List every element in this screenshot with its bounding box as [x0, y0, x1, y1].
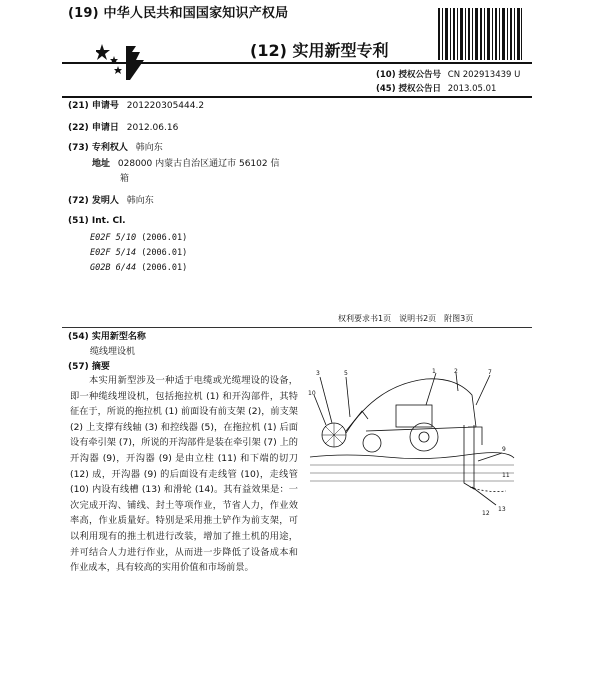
application-date-row	[68, 122, 178, 134]
barcode	[436, 6, 524, 62]
patentee-row	[68, 142, 163, 154]
side-document-code	[0, 612, 1, 680]
address-line-2: 箱	[120, 174, 130, 184]
drawing-label: 11	[502, 472, 510, 479]
ipc-label: (51) Int. Cl.	[68, 216, 126, 226]
drawing-label: 10	[308, 390, 316, 397]
inventor: 韩向东	[126, 196, 154, 206]
application-date-label: (22) 申请日	[68, 123, 119, 133]
grant-number-row	[376, 68, 520, 80]
patentee: 韩向东	[135, 143, 163, 153]
drawing-label: 2	[454, 368, 458, 375]
patentee-label: (73) 专利权人	[68, 143, 128, 153]
grant-number-label: (10) 授权公告号	[376, 70, 442, 80]
utility-model-title: 缆线埋设机	[90, 347, 136, 357]
ipc-entry: E02F 5/10 (2006.01)	[90, 233, 188, 243]
grant-date-row	[376, 82, 496, 94]
drawing-label: 13	[498, 506, 506, 513]
drawing-label: 5	[344, 370, 348, 377]
header-divider	[62, 62, 532, 64]
representative-drawing	[306, 365, 518, 525]
inventor-row	[68, 195, 154, 207]
grant-number: CN 202913439 U	[447, 70, 521, 80]
section-divider	[62, 327, 532, 328]
page-count-info: 权利要求书1页 说明书2页 附图3页	[338, 314, 474, 323]
application-number: 201220305444.2	[126, 101, 205, 111]
address-label: 地址	[92, 159, 111, 169]
address-line-1: 028000 内蒙古自治区通辽市 56102 信	[117, 159, 280, 169]
ipc-entry: G02B 6/44 (2006.01)	[90, 263, 188, 273]
abstract-text: 本实用新型涉及一种适于电缆或光缆埋设的设备，即一种缆线埋设机，包括拖拉机 (1) 和开沟部件，其特征在于，所说的拖拉机 (1) 前面设有前支架 (2)，前支架 (2) 上支撑有线轴 (3) 和控线器 (5)，在拖拉机 (1) 后面设有牵引架 (7)，所说的开沟部件是装在牵引架 (7) 上的开沟器 (9)，开沟器 (9) 是由立柱 (11) 和下端的切刀 (12) 成，开沟器 (9) 的后面设有走线管 (10)，走线管 (10) 内设有线槽 (13) 和滑轮 (14)。其有益效果是：一次完成开沟、铺线、封土等项作业，节省人力，作业效率高，作业质量好。特别是采用推土铲作为前支架，可以利用现有的推土机进行改装，增加了推土机的用途，并可结合人力进行作业，从而进一步降低了设备成本和作业成本，具有较高的实用价值和市场前景。	[70, 375, 298, 574]
address-row	[92, 158, 279, 170]
grant-date: 2013.05.01	[447, 84, 497, 94]
drawing-label: 12	[482, 510, 490, 517]
drawing-label: 1	[432, 368, 436, 375]
title-label: (54) 实用新型名称	[68, 332, 146, 342]
application-number-label: (21) 申请号	[68, 101, 119, 111]
drawing-label: 9	[502, 446, 506, 453]
application-date: 2012.06.16	[126, 123, 179, 133]
drawing-label: 3	[316, 370, 320, 377]
office-name: (19) 中华人民共和国国家知识产权局	[68, 6, 289, 21]
application-number-row	[68, 100, 204, 112]
inventor-label: (72) 发明人	[68, 196, 119, 206]
doc-type-title: (12) 实用新型专利	[250, 41, 389, 60]
drawing-label: 7	[488, 369, 492, 376]
ipc-entry: E02F 5/14 (2006.01)	[90, 248, 188, 258]
grant-date-label: (45) 授权公告日	[376, 84, 442, 94]
header-divider-2	[62, 96, 532, 98]
abstract-label: (57) 摘要	[68, 362, 110, 372]
